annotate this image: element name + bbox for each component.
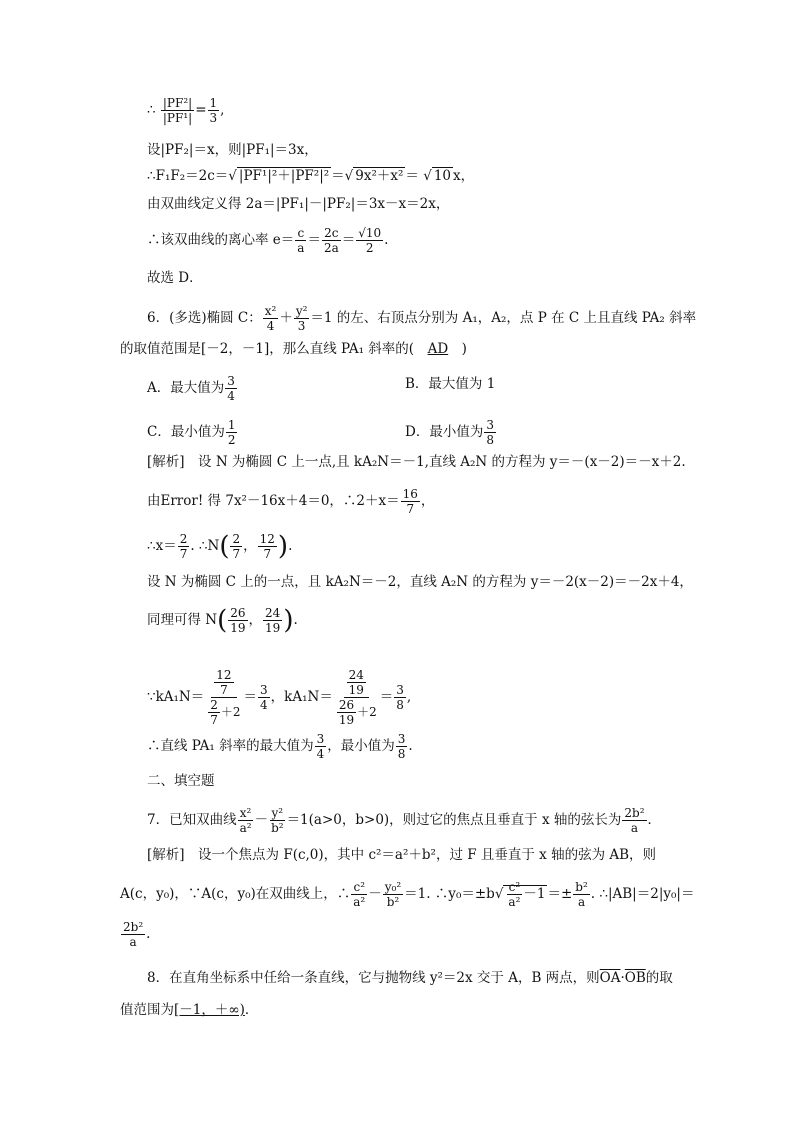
option-d: D．最小值为 $\frac{3}{8}$	[405, 418, 494, 447]
question7-stem: 7．已知双曲线 $\frac{\text{x²}}{\text{a²}}$ － $\frac{\text{y²}}{\text{b²}}$ ＝1(a>0，b>0)，则过它的焦点且垂直于 x 轴的弦长为 $\frac{\text{2b²}}{a}$ ．	[147, 806, 662, 835]
solution6-line2: 由Error! 得 7x²－16x＋4＝0，∴2＋x＝ $\frac{16}{7}$ ，	[147, 487, 435, 516]
solution6-conclusion: ∴直线 PA₁ 斜率的最大值为 $\frac{3}{4}$ ，最小值为 $\frac{3}{8}$ .	[147, 732, 413, 761]
option-a: A．最大值为 $\frac{3}{4}$	[147, 374, 235, 403]
vector-oa: $\overline{OA}$	[599, 970, 621, 986]
solution6-line4: 设 N 为椭圆 C 上的一点，且 kA₂N＝－2，直线 A₂N 的方程为 y＝－2(x－2)＝－2x＋4，	[147, 574, 693, 590]
solution5-choice-line: 故选 D．	[147, 270, 203, 286]
solution6-line5: 同理可得 N( $\frac{26}{19}$ ， $\frac{24}{19}$ ).	[147, 605, 298, 636]
question8-stem: 8．在直角坐标系中任给一条直线，它与抛物线 y²＝2x 交于 A，B 两点，则$\overline{OA}\cdot\overline{OB}$的取	[147, 970, 673, 986]
question8-answer: [－1，＋∞)	[174, 1002, 245, 1018]
option-c: C．最小值为 $\frac{1}{2}$	[147, 418, 236, 447]
solution6-line3: ∴x＝ $\frac{2}{7}$ . ∴N( $\frac{2}{7}$ ， $\frac{12}{7}$ ).	[147, 531, 293, 562]
section-heading: 二、填空题	[147, 773, 215, 789]
solution7-line3: $\frac{\text{2b²}}{a}$ .	[123, 920, 151, 949]
question6-stem-cont: 的取值范围是[－2，－1]，那么直线 PA₁ 斜率的( AD )	[120, 341, 467, 357]
vector-ob: $\overline{OB}$	[624, 970, 646, 986]
solution7-line1: [解析] 设一个焦点为 F(c,0)，其中 c²＝a²＋b²，过 F 且垂直于 x 轴的弦为 AB，则	[147, 847, 657, 863]
solution6-line1: [解析] 设 N 为椭圆 C 上一点,且 kA₂N＝－1,直线 A₂N 的方程为 y＝－(x－2)＝－x＋2.	[147, 454, 686, 470]
question7-answer: $\frac{\text{2b²}}{a}$	[624, 806, 645, 835]
solution5-eccentricity-line: ∴该双曲线的离心率 e＝ $\frac{c}{a}$ ＝ $\frac{2c}{2a}$ ＝ $\frac{√10}{2}$ .	[147, 226, 389, 255]
question8-stem-cont: 值范围为[－1，＋∞)．	[120, 1002, 259, 1018]
solution5-definition-line: 由双曲线定义得 2a＝|PF₁|－|PF₂|＝3x－x＝2x，	[147, 196, 450, 212]
question6-stem: 6．(多选)椭圆 C： $\frac{\text{x²}}{4}$ ＋ $\frac{\text{y²}}{3}$ ＝1 的左、右顶点分别为 A₁，A₂，点 P 在 C 上且直线 PA₂ 斜率	[147, 304, 697, 333]
solution5-focal-line: ∴F₁F₂＝2c＝√ |PF¹|²＋|PF²|² ＝√ 9x²＋x² ＝ √ 10 x，	[147, 168, 475, 184]
solution5-ratio-line: ∴ $\frac{\text{|PF²|}}{\text{|PF¹|}}$ = $\frac{1}{3}$ ,	[147, 96, 225, 125]
solution7-line2: A(c，y₀)，∵A(c，y₀)在双曲线上，∴ $\frac{\text{c²}}{\text{a²}}$ － $\frac{\text{y₀²}}{\text{b²}}$ ＝1. ∴y₀＝±b√ $\frac{\text{c²}}{\text{a²}}$ －1 ＝± $\frac{\text{b²}}{a}$ . ∴|AB|＝2|y₀|＝	[120, 880, 695, 909]
solution6-slope-line: ∵kA₁N＝ $\frac{12}{7}$ $\frac{2}{7}$ ＋2 ＝ $\frac{3}{4}$ ，kA₁N＝ $\frac{24}{19}$ $\frac{26}{19}$ ＋2 ＝ $\frac{3}{8}$ ,	[147, 668, 412, 727]
option-b: B．最大值为 1	[405, 376, 496, 392]
solution5-line: 设|PF₂|＝x，则|PF₁|＝3x，	[147, 142, 318, 158]
question6-answer: AD	[427, 341, 449, 357]
